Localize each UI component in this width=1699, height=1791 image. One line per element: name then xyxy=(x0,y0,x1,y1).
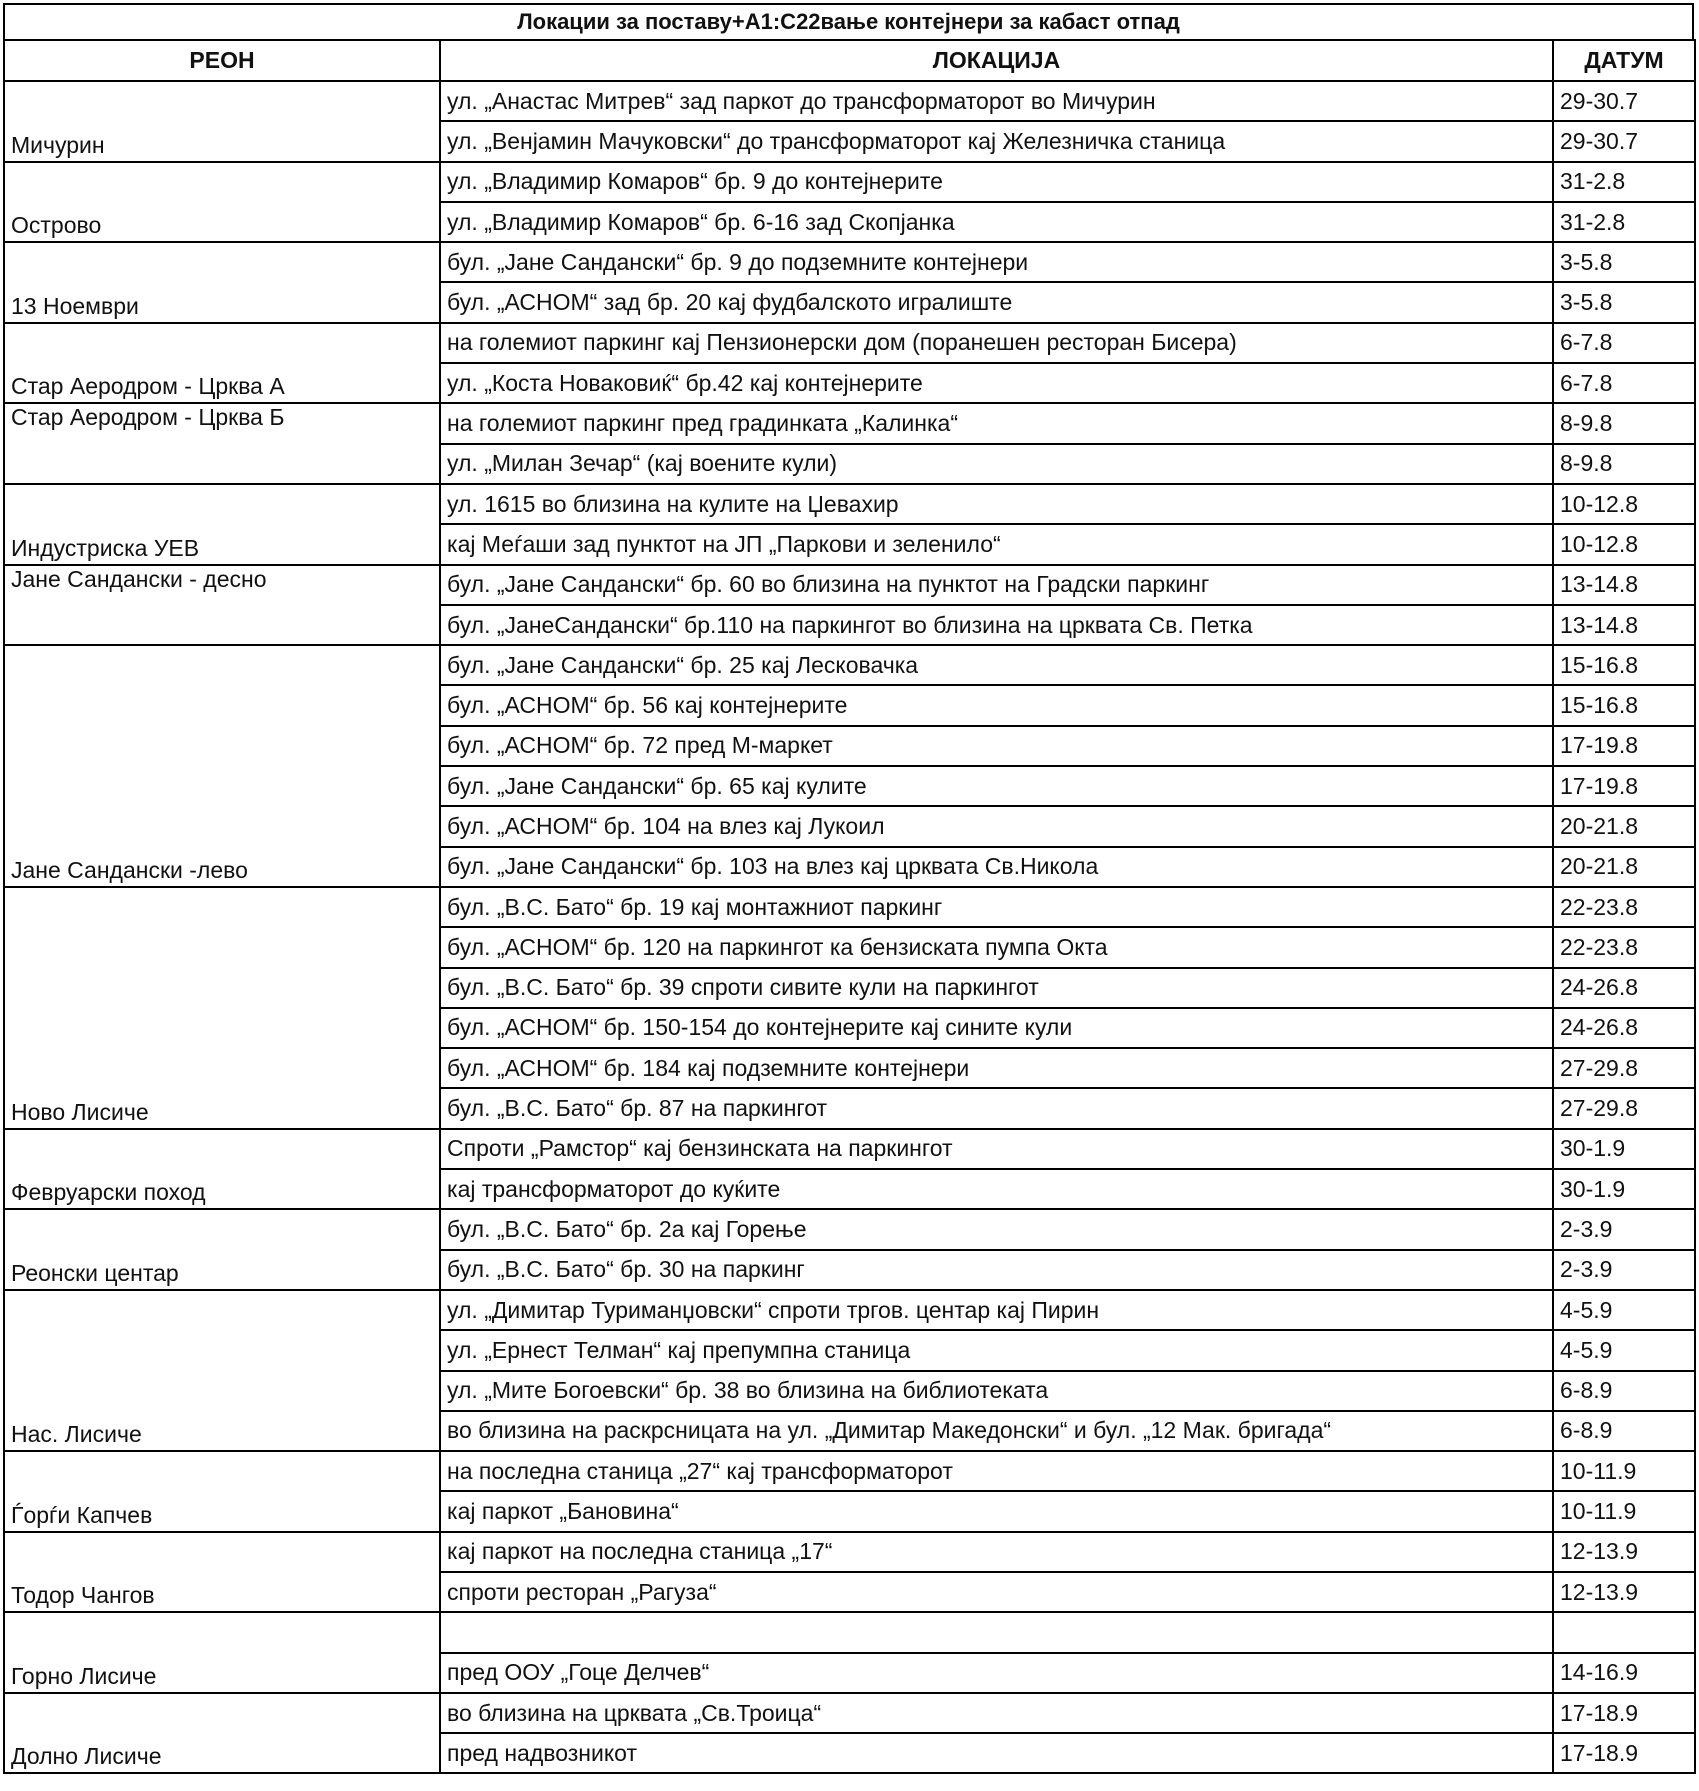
date-cell: 8-9.8 xyxy=(1553,444,1695,484)
location-cell: бул. „Јане Сандански“ бр. 25 кај Лесковачка xyxy=(440,645,1553,685)
date-cell: 17-18.9 xyxy=(1553,1693,1695,1733)
date-cell: 4-5.9 xyxy=(1553,1330,1695,1370)
region-cell: Стар Аеродром - Црква Б xyxy=(4,403,440,484)
date-cell: 10-11.9 xyxy=(1553,1451,1695,1491)
location-cell: ул. „Димитар Туриманџовски“ спроти тргов. центар кај Пирин xyxy=(440,1290,1553,1330)
table-row xyxy=(4,323,1695,363)
location-cell: Спроти „Рамстор“ кај бензинската на паркингот xyxy=(440,1129,1553,1169)
sheet-title: Локации за поставу+A1:C22вање контејнери за кабаст отпад xyxy=(3,3,1694,41)
region-cell: 13 Ноември xyxy=(4,242,440,323)
date-cell: 13-14.8 xyxy=(1553,565,1695,605)
date-cell: 27-29.8 xyxy=(1553,1088,1695,1128)
location-cell: бул. „ЈанеСандански“ бр.110 на паркингот во близина на црквата Св. Петка xyxy=(440,605,1553,645)
date-cell: 12-13.9 xyxy=(1553,1532,1695,1572)
table-row xyxy=(4,1451,1695,1491)
table-row xyxy=(4,1693,1695,1733)
table-row xyxy=(4,1209,1695,1249)
region-cell: Индустриска УЕВ xyxy=(4,484,440,565)
region-cell: Ѓорѓи Капчев xyxy=(4,1451,440,1532)
date-cell: 10-12.8 xyxy=(1553,484,1695,524)
location-cell: ул. „Владимир Комаров“ бр. 9 до контејнерите xyxy=(440,162,1553,202)
location-cell: спроти ресторан „Рагуза“ xyxy=(440,1572,1553,1612)
location-cell: бул. „АСНОМ“ бр. 120 на паркингот ка бензиската пумпа Окта xyxy=(440,927,1553,967)
location-cell xyxy=(440,1612,1553,1652)
location-cell: во близина на раскрсницата на ул. „Димитар Македонски“ и бул. „12 Мак. бригада“ xyxy=(440,1411,1553,1451)
date-cell: 15-16.8 xyxy=(1553,685,1695,725)
table-row xyxy=(4,1612,1695,1652)
date-cell: 15-16.8 xyxy=(1553,645,1695,685)
date-cell: 24-26.8 xyxy=(1553,968,1695,1008)
location-cell: пред ООУ „Гоце Делчев“ xyxy=(440,1653,1553,1693)
date-cell: 27-29.8 xyxy=(1553,1048,1695,1088)
region-cell: Острово xyxy=(4,162,440,243)
table-row xyxy=(4,1290,1695,1330)
date-cell: 2-3.9 xyxy=(1553,1209,1695,1249)
location-cell: бул. „В.С. Бато“ бр. 30 на паркинг xyxy=(440,1250,1553,1290)
date-cell: 31-2.8 xyxy=(1553,202,1695,242)
location-cell: на големиот паркинг пред градинката „Калинка“ xyxy=(440,403,1553,443)
location-cell: ул. „Мите Богоевски“ бр. 38 во близина на библиотеката xyxy=(440,1371,1553,1411)
table-row xyxy=(4,484,1695,524)
date-cell: 29-30.7 xyxy=(1553,81,1695,121)
location-cell: ул. „Анастас Митрев“ зад паркот до трансформаторот во Мичурин xyxy=(440,81,1553,121)
location-cell: бул. „АСНОМ“ зад бр. 20 кај фудбалското игралиште xyxy=(440,282,1553,322)
date-cell: 6-7.8 xyxy=(1553,363,1695,403)
location-cell: бул. „АСНОМ“ бр. 104 на влез кај Лукоил xyxy=(440,806,1553,846)
region-cell: Мичурин xyxy=(4,81,440,162)
region-cell: Долно Лисиче xyxy=(4,1693,440,1774)
date-cell: 30-1.9 xyxy=(1553,1169,1695,1209)
schedule-sheet xyxy=(3,3,1694,1774)
location-cell: кај паркот на последна станица „17“ xyxy=(440,1532,1553,1572)
date-cell xyxy=(1553,1612,1695,1652)
region-cell: Јане Сандански -лево xyxy=(4,645,440,887)
region-cell: Февруарски поход xyxy=(4,1129,440,1210)
location-cell: бул. „АСНОМ“ бр. 56 кај контејнерите xyxy=(440,685,1553,725)
date-cell: 4-5.9 xyxy=(1553,1290,1695,1330)
table-row xyxy=(4,162,1695,202)
location-cell: бул. „В.С. Бато“ бр. 2а кај Горење xyxy=(440,1209,1553,1249)
date-cell: 14-16.9 xyxy=(1553,1653,1695,1693)
date-cell: 20-21.8 xyxy=(1553,806,1695,846)
location-cell: бул. „АСНОМ“ бр. 150-154 до контејнерите кај сините кули xyxy=(440,1008,1553,1048)
date-cell: 13-14.8 xyxy=(1553,605,1695,645)
location-cell: бул. „АСНОМ“ бр. 184 кај подземните контејнери xyxy=(440,1048,1553,1088)
region-cell: Тодор Чангов xyxy=(4,1532,440,1613)
header-row xyxy=(4,40,1695,81)
date-cell: 10-11.9 xyxy=(1553,1491,1695,1531)
schedule-table xyxy=(3,39,1696,1774)
date-cell: 6-7.8 xyxy=(1553,323,1695,363)
table-row xyxy=(4,887,1695,927)
table-row xyxy=(4,1532,1695,1572)
location-cell: ул. „Владимир Комаров“ бр. 6-16 зад Скопјанка xyxy=(440,202,1553,242)
location-cell: во близина на црквата „Св.Троица“ xyxy=(440,1693,1553,1733)
location-cell: ул. 1615 во близина на кулите на Џевахир xyxy=(440,484,1553,524)
date-cell: 30-1.9 xyxy=(1553,1129,1695,1169)
date-cell: 22-23.8 xyxy=(1553,887,1695,927)
location-cell: пред надвозникот xyxy=(440,1733,1553,1773)
table-body xyxy=(4,81,1695,1773)
table-row xyxy=(4,242,1695,282)
location-cell: бул. „АСНОМ“ бр. 72 пред М-маркет xyxy=(440,726,1553,766)
region-cell: Јане Сандански - десно xyxy=(4,565,440,646)
table-row xyxy=(4,565,1695,605)
date-cell: 2-3.9 xyxy=(1553,1250,1695,1290)
table-row xyxy=(4,645,1695,685)
location-cell: бул. „Јане Сандански“ бр. 60 во близина на пунктот на Градски паркинг xyxy=(440,565,1553,605)
location-cell: бул. „В.С. Бато“ бр. 19 кај монтажниот паркинг xyxy=(440,887,1553,927)
location-cell: бул. „Јане Сандански“ бр. 9 до подземните контејнери xyxy=(440,242,1553,282)
location-cell: ул. „Коста Новаковиќ“ бр.42 кај контејнерите xyxy=(440,363,1553,403)
location-cell: ул. „Ернест Телман“ кај препумпна станица xyxy=(440,1330,1553,1370)
date-cell: 17-19.8 xyxy=(1553,766,1695,806)
date-cell: 17-18.9 xyxy=(1553,1733,1695,1773)
location-cell: кај трансформаторот до куќите xyxy=(440,1169,1553,1209)
date-cell: 29-30.7 xyxy=(1553,121,1695,161)
date-cell: 3-5.8 xyxy=(1553,282,1695,322)
location-cell: на големиот паркинг кај Пензионерски дом (поранешен ресторан Бисера) xyxy=(440,323,1553,363)
column-header-location: ЛОКАЦИЈА xyxy=(440,40,1553,81)
column-header-date: ДАТУМ xyxy=(1553,40,1695,81)
date-cell: 12-13.9 xyxy=(1553,1572,1695,1612)
location-cell: бул. „В.С. Бато“ бр. 87 на паркингот xyxy=(440,1088,1553,1128)
region-cell: Реонски центар xyxy=(4,1209,440,1290)
location-cell: кај паркот „Бановина“ xyxy=(440,1491,1553,1531)
column-header-region: РЕОН xyxy=(4,40,440,81)
date-cell: 6-8.9 xyxy=(1553,1371,1695,1411)
date-cell: 20-21.8 xyxy=(1553,847,1695,887)
location-cell: кај Меѓаши зад пунктот на ЈП „Паркови и зеленило“ xyxy=(440,524,1553,564)
table-row xyxy=(4,403,1695,443)
date-cell: 6-8.9 xyxy=(1553,1411,1695,1451)
location-cell: бул. „Јане Сандански“ бр. 103 на влез кај црквата Св.Никола xyxy=(440,847,1553,887)
date-cell: 22-23.8 xyxy=(1553,927,1695,967)
region-cell: Стар Аеродром - Црква А xyxy=(4,323,440,404)
date-cell: 8-9.8 xyxy=(1553,403,1695,443)
date-cell: 3-5.8 xyxy=(1553,242,1695,282)
region-cell: Нас. Лисиче xyxy=(4,1290,440,1451)
date-cell: 31-2.8 xyxy=(1553,162,1695,202)
location-cell: на последна станица „27“ кај трансформаторот xyxy=(440,1451,1553,1491)
date-cell: 24-26.8 xyxy=(1553,1008,1695,1048)
date-cell: 10-12.8 xyxy=(1553,524,1695,564)
location-cell: ул. „Венјамин Мачуковски“ до трансформаторот кај Железничка станица xyxy=(440,121,1553,161)
location-cell: ул. „Милан Зечар“ (кај воените кули) xyxy=(440,444,1553,484)
location-cell: бул. „В.С. Бато“ бр. 39 спроти сивите кули на паркингот xyxy=(440,968,1553,1008)
location-cell: бул. „Јане Сандански“ бр. 65 кај кулите xyxy=(440,766,1553,806)
date-cell: 17-19.8 xyxy=(1553,726,1695,766)
region-cell: Горно Лисиче xyxy=(4,1612,440,1693)
region-cell: Ново Лисиче xyxy=(4,887,440,1129)
table-row xyxy=(4,81,1695,121)
table-row xyxy=(4,1129,1695,1169)
